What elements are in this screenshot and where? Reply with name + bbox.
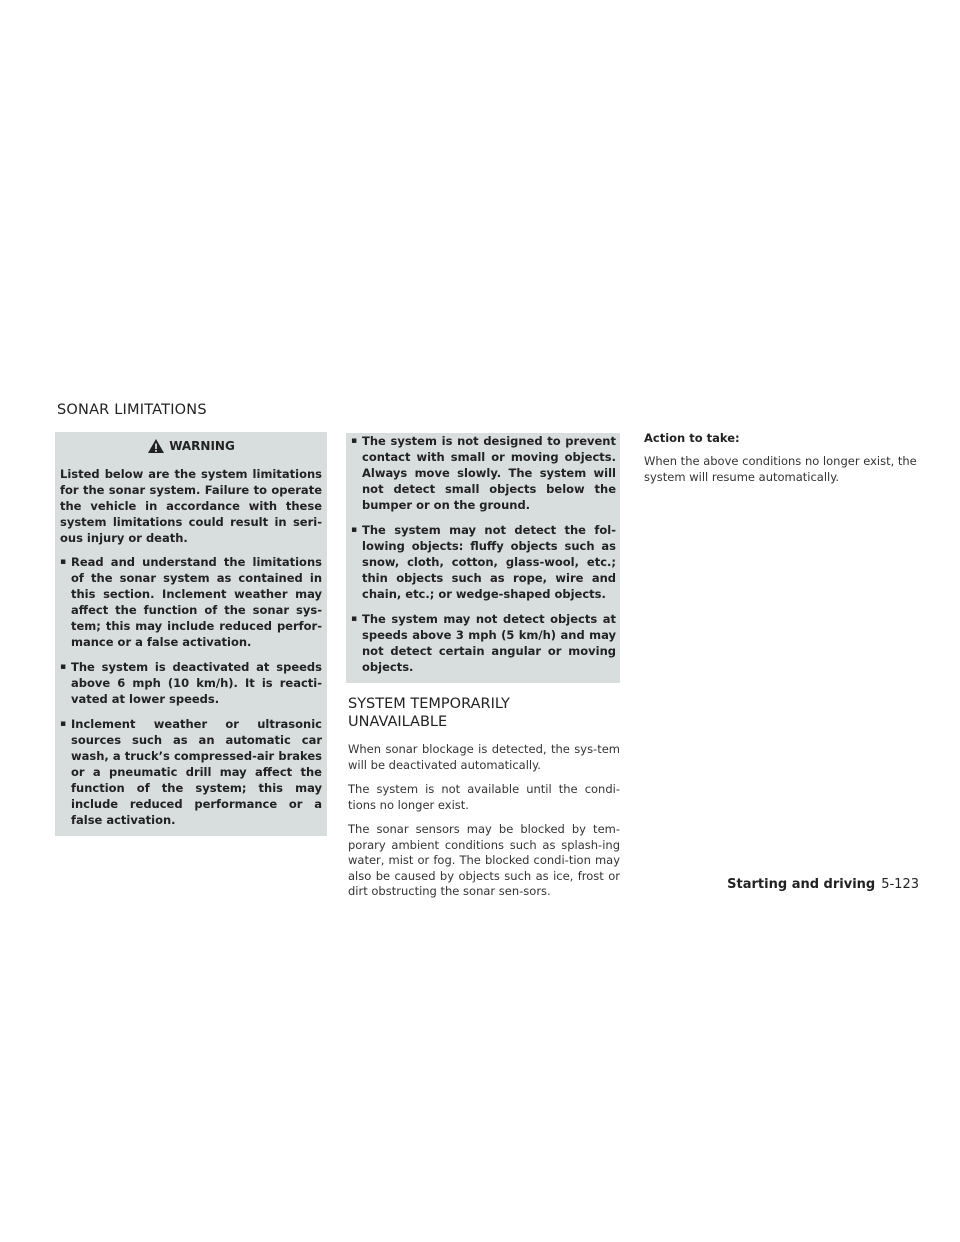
paragraph: The sonar sensors may be blocked by tem-porary ambient conditions such as splash-ing water, mist or fog. The blocked condi-tion may also be caused by objects such as ice, frost or dirt obstructing the sonar sen-sors. (348, 822, 620, 898)
column-middle (346, 433, 620, 909)
paragraph: The system is not available until the condi-tions no longer exist. (348, 782, 620, 812)
page-number: 5-123 (881, 877, 919, 892)
warning-item: ▪ The system is deactivated at speeds above 6 mph (10 km/h). It is reacti-vated at lower speeds. (60, 659, 322, 707)
warning-item: ▪ Inclement weather or ultrasonic sources such as an automatic car wash, a truck’s compressed-air brakes or a pneumatic drill may affect the function of the system; this may include reduced performance or a false activation. (60, 716, 322, 828)
subsection-title (348, 695, 620, 731)
warning-item: ▪ The system may not detect the fol-lowing objects: fluffy objects such as snow, cloth, cotton, glass-wool, etc.; thin objects such as rope, wire and chain, etc.; or wedge-shaped objects. (351, 522, 616, 602)
warning-box-continued (346, 433, 620, 683)
warning-item: ▪ Read and understand the limitations of the sonar system as contained in this section. Inclement weather may affect the function of the sonar sys-tem; this may include reduced perfor-mance or a false activation. (60, 554, 322, 650)
warning-box (55, 432, 327, 836)
column-left (55, 402, 327, 836)
warning-intro: Listed below are the system limitations for the sonar system. Failure to operate the vehicle in accordance with these system limitations could result in seri-ous injury or death. (60, 467, 322, 545)
warning-header (60, 438, 322, 454)
page-footer (719, 877, 919, 892)
paragraph: When sonar blockage is detected, the sys-tem will be deactivated automatically. (348, 742, 620, 772)
action-text: When the above conditions no longer exist, the system will resume automatically. (644, 454, 917, 484)
warning-list-part1 (60, 554, 322, 828)
warning-label: WARNING (169, 439, 235, 453)
chapter-name: Starting and driving (727, 877, 876, 892)
warning-list-part2 (351, 433, 616, 675)
warning-item: ▪ The system may not detect objects at speeds above 3 mph (5 km/h) and may not detect certain angular or moving objects. (351, 611, 616, 675)
warning-item: ▪ The system is not designed to prevent contact with small or moving objects. Always move slowly. The system will not detect small objects below the bumper or on the ground. (351, 433, 616, 513)
section-title: SONAR LIMITATIONS (57, 402, 207, 418)
column-right (642, 431, 917, 494)
subsection-title-line2: UNAVAILABLE (348, 714, 448, 730)
action-title: Action to take: (644, 431, 740, 445)
subsection-title-line1: SYSTEM TEMPORARILY (348, 696, 510, 712)
warning-icon (147, 438, 165, 454)
